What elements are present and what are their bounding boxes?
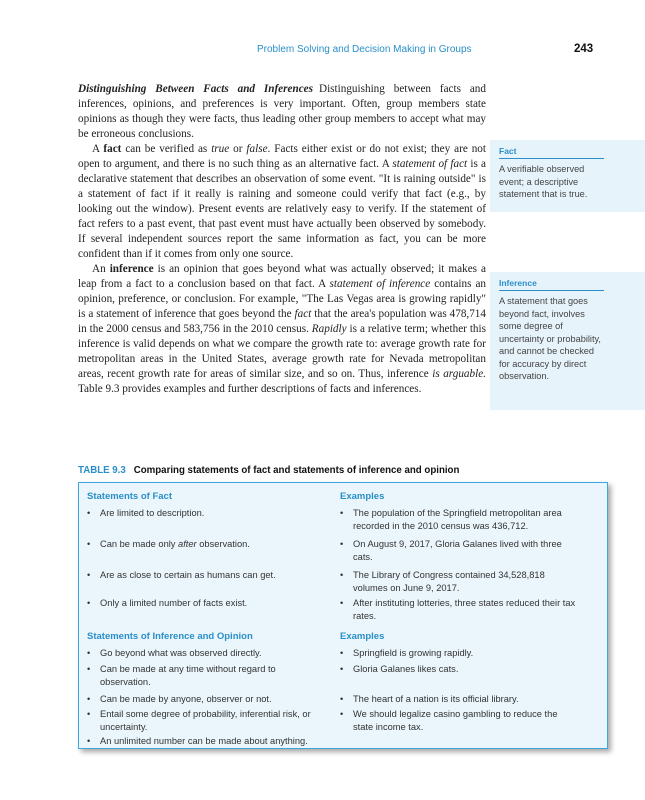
margin-definition-fact	[499, 146, 604, 201]
table-cell: • An unlimited number can be made about anything.	[87, 736, 308, 746]
table-title: Comparing statements of fact and statements of inference and opinion	[133, 465, 460, 476]
table-caption	[78, 465, 459, 476]
page-number: 243	[574, 43, 594, 55]
table-number: TABLE 9.3	[78, 465, 126, 476]
table-cell: • Go beyond what was observed directly.	[87, 648, 262, 658]
table-cell: • Entail some degree of probability, inferential risk, or uncertainty.	[87, 709, 311, 732]
paragraph-fact: A fact can be verified as true or false. Facts either exist or do not exist; they are not open to argument, and there is no such thing as an alternative fact. A statement of fact is a declarative statement that describes an observation of some event. "It is raining outside" is a statement of fact if it really is raining and someone could verify that fact (e.g., by looking out the window). Present events are relatively easy to verify. If the statement of fact refers to a past event, that past event must have actually been observed by somebody. If several independent sources report the same information as fact, you can be more confident than if it comes from only one source.	[78, 143, 487, 260]
table-cell: • The population of the Springfield metropolitan area recorded in the 2010 census was 436,712.	[340, 508, 562, 531]
table-cell: • The Library of Congress contained 34,528,818 volumes on June 9, 2017.	[340, 570, 545, 593]
table-cell: • We should legalize casino gambling to reduce the state income tax.	[340, 709, 558, 732]
running-head: Problem Solving and Decision Making in Groups	[257, 44, 472, 55]
table-cell: • Can be made at any time without regard to observation.	[87, 664, 276, 687]
table-cell: • Can be made by anyone, observer or not.	[87, 694, 272, 704]
table-cell: • Springfield is growing rapidly.	[340, 648, 474, 658]
term-statement-of-inference: statement of inference	[329, 278, 431, 290]
term-fact: fact	[103, 143, 122, 155]
section-subheading: Distinguishing Between Facts and Inferences	[78, 83, 313, 95]
term-statement-of-fact: statement of fact	[392, 158, 468, 170]
table-cell: • Only a limited number of facts exist.	[87, 598, 248, 608]
col-header-fact-examples: Examples	[340, 491, 385, 502]
paragraph-inference: An inference is an opinion that goes beyond what was actually observed; it makes a leap from a fact to a conclusion based on that fact. A statement of inference contains an opinion, preference, or conclusion. For example, "The Las Vegas area is growing rapidly" is a statement of inference that goes beyond the fact that the area's population was 478,714 in the 2000 census and 583,756 in the 2010 census. Rapidly is a relative term; whether this inference is valid depends on what we compare the growth rate to: average growth rate for metropolitan areas in the United States, average growth rate for Nevada metropolitan areas, recent growth rate for areas of similar size, and so on. Thus, inference is arguable. Table 9.3 provides examples and further descriptions of facts and inferences.	[78, 263, 487, 395]
col-header-statements-of-inference: Statements of Inference and Opinion	[87, 631, 253, 642]
body-text	[78, 82, 486, 397]
col-header-inference-examples: Examples	[340, 631, 385, 642]
table-cell: • Gloria Galanes likes cats.	[340, 664, 459, 674]
margin-term-fact: Fact	[499, 146, 604, 159]
table-cell: • On August 9, 2017, Gloria Galanes lived with three cats.	[340, 539, 562, 562]
paragraph-facts-intro: Distinguishing Between Facts and Inferences Distinguishing between facts and inferences, opinions, and preferences is very important. Often, group members state opinions as though they were facts, thus leading other group members to accept what may be erroneous conclusions.	[78, 83, 486, 140]
table-cell: • Can be made only after observation.	[87, 539, 250, 549]
term-inference: inference	[109, 263, 154, 275]
table-cell: • After instituting lotteries, three states reduced their tax rates.	[340, 598, 576, 621]
margin-definition-text: A statement that goes beyond fact, involves some degree of uncertainty or probability, and cannot be checked for accuracy by direct observation.	[499, 296, 601, 381]
table-cell: • Are as close to certain as humans can get.	[87, 570, 276, 580]
margin-definition-inference	[499, 278, 604, 383]
col-header-statements-of-fact: Statements of Fact	[87, 491, 172, 502]
table-cell: • The heart of a nation is its official library.	[340, 694, 519, 704]
table-cell: • Are limited to description.	[87, 508, 205, 518]
comparison-table	[78, 482, 608, 749]
margin-definition-text: A verifiable observed event; a descriptive statement that is true.	[499, 164, 588, 199]
margin-term-inference: Inference	[499, 278, 604, 291]
